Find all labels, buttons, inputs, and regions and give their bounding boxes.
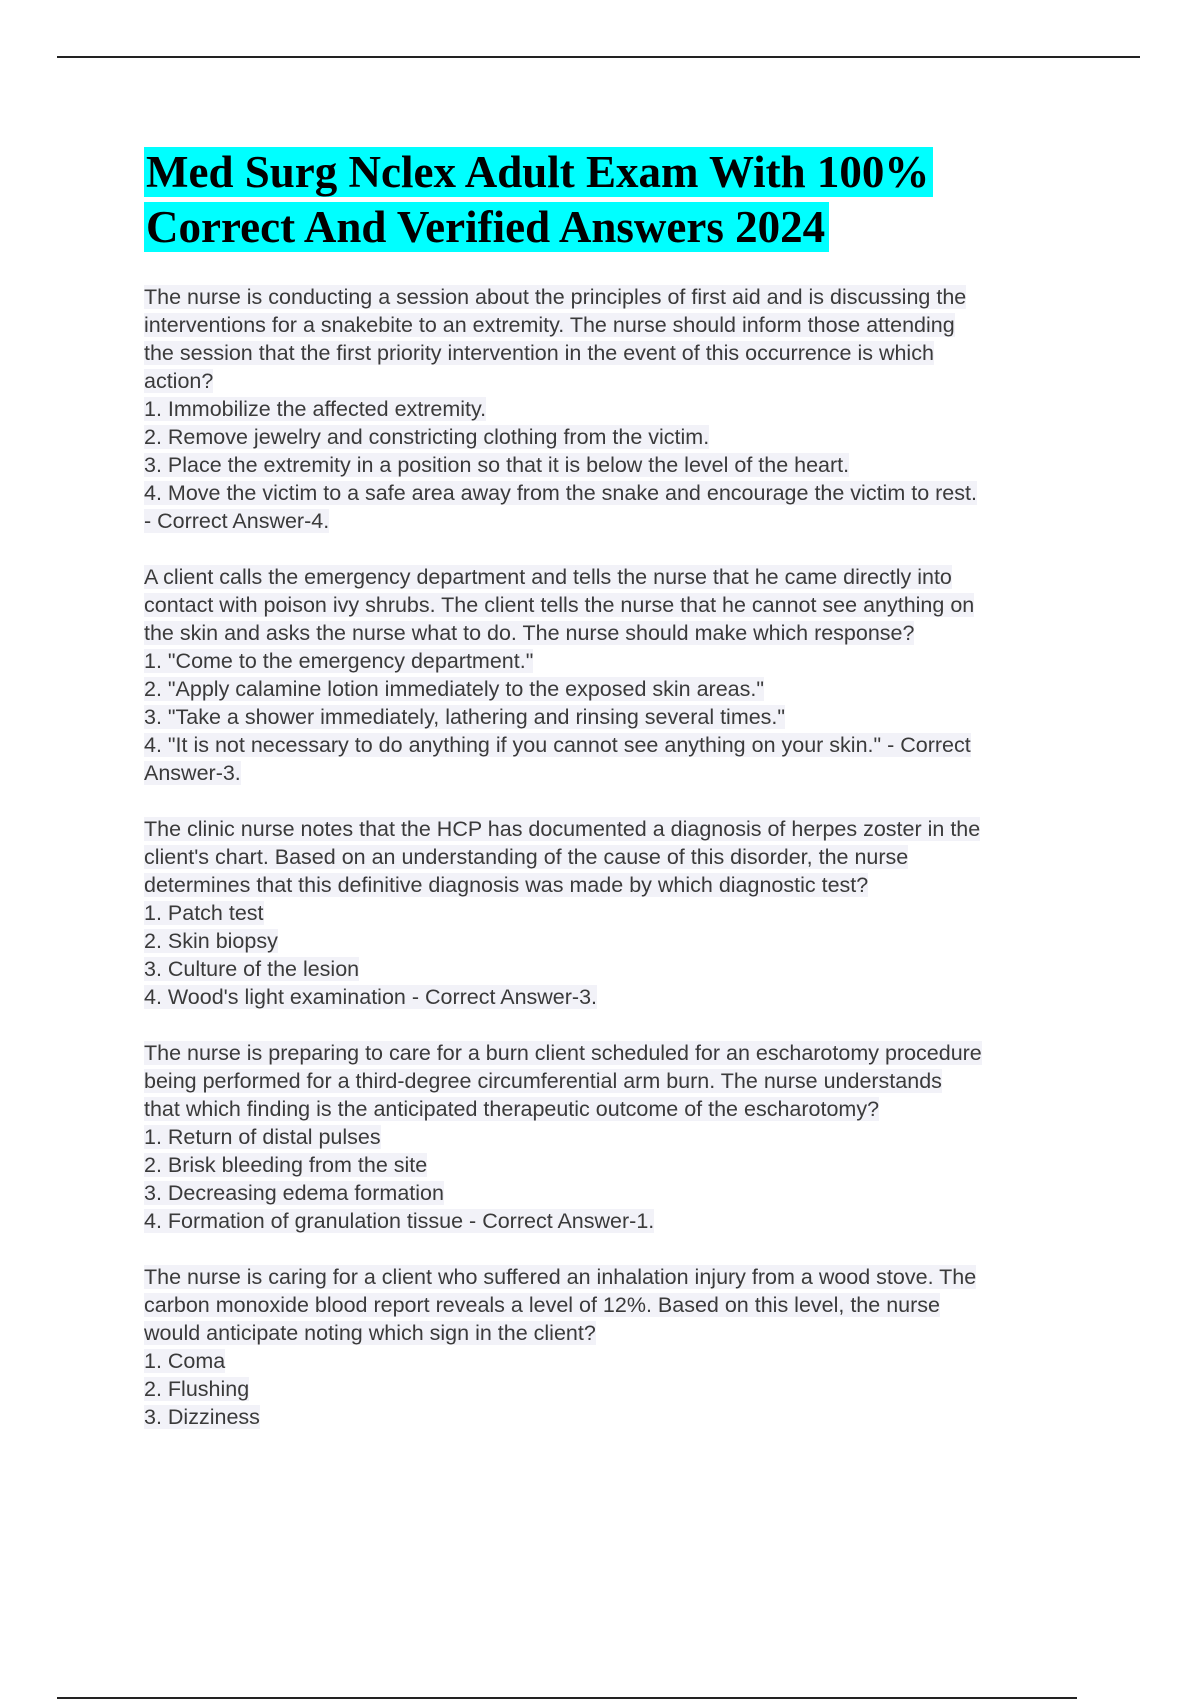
answer-option: 4. Move the victim to a safe area away from the snake and encourage the victim to rest. xyxy=(144,481,977,505)
correct-answer: - Correct Answer-4. xyxy=(144,509,330,533)
answer-option: 4. Formation of granulation tissue - Correct Answer-1. xyxy=(144,1209,655,1233)
question-text: The nurse is preparing to care for a burn client scheduled for an escharotomy procedure xyxy=(144,1041,982,1065)
question-text: would anticipate noting which sign in the client? xyxy=(144,1321,596,1345)
question-5 xyxy=(144,1263,1084,1431)
question-text: the skin and asks the nurse what to do. The nurse should make which response? xyxy=(144,621,915,645)
answer-option: 3. "Take a shower immediately, lathering and rinsing several times." xyxy=(144,705,786,729)
answer-option: 4. "It is not necessary to do anything if you cannot see anything on your skin." - Correct xyxy=(144,733,971,757)
question-text: The nurse is conducting a session about the principles of first aid and is discussing the xyxy=(144,285,967,309)
answer-option: 2. Brisk bleeding from the site xyxy=(144,1153,428,1177)
question-text: interventions for a snakebite to an extremity. The nurse should inform those attending xyxy=(144,313,955,337)
answer-option: 2. Flushing xyxy=(144,1377,250,1401)
question-text: carbon monoxide blood report reveals a level of 12%. Based on this level, the nurse xyxy=(144,1293,940,1317)
question-text: that which finding is the anticipated therapeutic outcome of the escharotomy? xyxy=(144,1097,880,1121)
answer-option: 3. Dizziness xyxy=(144,1405,260,1429)
question-text: The nurse is caring for a client who suffered an inhalation injury from a wood stove. The xyxy=(144,1265,977,1289)
question-text: A client calls the emergency department and tells the nurse that he came directly into xyxy=(144,565,952,589)
question-2 xyxy=(144,563,1084,787)
question-1 xyxy=(144,283,1084,535)
answer-option: 4. Wood's light examination - Correct Answer-3. xyxy=(144,985,598,1009)
footer-rule xyxy=(57,1697,1077,1699)
header-rule xyxy=(57,56,1140,58)
answer-option: 2. Remove jewelry and constricting clothing from the victim. xyxy=(144,425,710,449)
answer-option: 1. Immobilize the affected extremity. xyxy=(144,397,487,421)
document-body xyxy=(144,145,1084,1459)
title-line-1: Med Surg Nclex Adult Exam With 100% xyxy=(144,147,933,197)
question-text: contact with poison ivy shrubs. The client tells the nurse that he cannot see anything on xyxy=(144,593,975,617)
title-line-2: Correct And Verified Answers 2024 xyxy=(144,202,829,252)
question-3 xyxy=(144,815,1084,1011)
question-text: client's chart. Based on an understanding of the cause of this disorder, the nurse xyxy=(144,845,909,869)
answer-option: 1. Return of distal pulses xyxy=(144,1125,381,1149)
question-text: being performed for a third-degree circumferential arm burn. The nurse understands xyxy=(144,1069,942,1093)
answer-option: 3. Decreasing edema formation xyxy=(144,1181,444,1205)
correct-answer: Answer-3. xyxy=(144,761,241,785)
question-text: determines that this definitive diagnosis was made by which diagnostic test? xyxy=(144,873,869,897)
document-title xyxy=(144,145,1084,255)
answer-option: 1. Coma xyxy=(144,1349,226,1373)
question-text: The clinic nurse notes that the HCP has documented a diagnosis of herpes zoster in the xyxy=(144,817,981,841)
answer-option: 2. Skin biopsy xyxy=(144,929,278,953)
answer-option: 3. Culture of the lesion xyxy=(144,957,360,981)
answer-option: 1. "Come to the emergency department." xyxy=(144,649,534,673)
answer-option: 3. Place the extremity in a position so that it is below the level of the heart. xyxy=(144,453,850,477)
answer-option: 1. Patch test xyxy=(144,901,264,925)
question-text: the session that the first priority intervention in the event of this occurrence is which xyxy=(144,341,934,365)
question-4 xyxy=(144,1039,1084,1235)
answer-option: 2. "Apply calamine lotion immediately to the exposed skin areas." xyxy=(144,677,764,701)
question-text: action? xyxy=(144,369,214,393)
